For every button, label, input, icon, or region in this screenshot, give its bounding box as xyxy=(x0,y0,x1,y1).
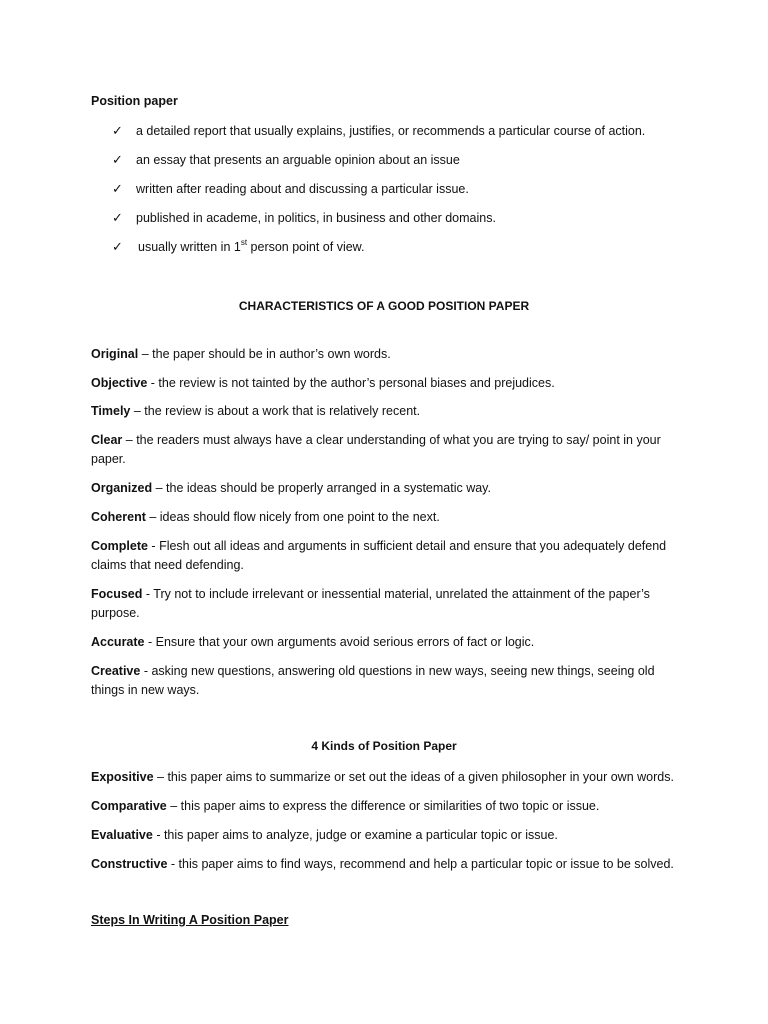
characteristic-description: asking new questions, answering old questions in new ways, seeing new things, seeing old things in new ways. xyxy=(91,664,655,697)
bullet-item xyxy=(112,181,645,210)
checkmark-icon: ✓ xyxy=(112,239,123,254)
steps-heading: Steps In Writing A Position Paper xyxy=(91,913,289,927)
bullet-text: published in academe, in politics, in business and other domains. xyxy=(136,211,496,225)
separator: – xyxy=(166,799,181,813)
bullet-text: a detailed report that usually explains, justifies, or recommends a particular course of action. xyxy=(136,124,646,138)
kinds-title: 4 Kinds of Position Paper xyxy=(311,739,457,753)
characteristic-item xyxy=(91,374,691,393)
separator: - xyxy=(144,635,156,649)
separator: - xyxy=(147,539,160,553)
separator: - xyxy=(152,828,164,842)
characteristics-title: CHARACTERISTICS OF A GOOD POSITION PAPER xyxy=(238,299,530,313)
characteristic-term: Objective xyxy=(91,376,148,390)
characteristic-term: Timely xyxy=(91,404,131,418)
separator: – xyxy=(138,347,153,361)
characteristic-item xyxy=(91,431,691,469)
characteristic-item xyxy=(91,633,691,652)
characteristic-term: Clear xyxy=(91,433,123,447)
bullet-text xyxy=(138,240,365,254)
bullet-item xyxy=(112,152,645,181)
bullet-item xyxy=(112,210,645,239)
bullet-text-after: person point of view. xyxy=(247,240,365,254)
characteristic-term: Organized xyxy=(91,481,153,495)
characteristic-item xyxy=(91,508,691,527)
characteristic-description: Try not to include irrelevant or inessential material, unrelated the attainment of the paper’s purpose. xyxy=(91,587,650,620)
characteristic-description: the review is about a work that is relatively recent. xyxy=(144,404,421,418)
separator: – xyxy=(152,481,167,495)
characteristic-item xyxy=(91,345,691,364)
definition-bullet-list xyxy=(112,123,645,268)
characteristic-description: ideas should flow nicely from one point to the next. xyxy=(159,510,440,524)
characteristic-description: the paper should be in author’s own words. xyxy=(152,347,391,361)
kind-description: this paper aims to find ways, recommend and help a particular topic or issue to be solved. xyxy=(178,857,674,871)
characteristic-item xyxy=(91,479,691,498)
bullet-item xyxy=(112,123,645,152)
characteristic-description: Ensure that your own arguments avoid serious errors of fact or logic. xyxy=(155,635,535,649)
checkmark-icon: ✓ xyxy=(112,210,123,225)
separator: - xyxy=(140,664,152,678)
characteristic-term: Coherent xyxy=(91,510,146,524)
kind-item xyxy=(91,826,691,845)
characteristic-item xyxy=(91,402,691,421)
separator: – xyxy=(145,510,160,524)
separator: - xyxy=(167,857,179,871)
characteristic-description: the readers must always have a clear understanding of what you are trying to say/ point in your paper. xyxy=(91,433,661,466)
checkmark-icon: ✓ xyxy=(112,123,123,138)
superscript-ordinal: st xyxy=(240,238,248,247)
kind-item xyxy=(91,855,691,874)
bullet-text: written after reading about and discussing a particular issue. xyxy=(136,182,469,196)
characteristic-item xyxy=(91,662,691,700)
kind-term: Expositive xyxy=(91,770,154,784)
characteristic-term: Original xyxy=(91,347,139,361)
separator: – xyxy=(122,433,137,447)
kind-item xyxy=(91,797,691,816)
separator: - xyxy=(142,587,154,601)
kind-term: Constructive xyxy=(91,857,168,871)
kind-description: this paper aims to summarize or set out the ideas of a given philosopher in your own words. xyxy=(167,770,674,784)
kind-term: Evaluative xyxy=(91,828,153,842)
separator: - xyxy=(147,376,159,390)
bullet-text: an essay that presents an arguable opinion about an issue xyxy=(136,153,460,167)
characteristic-term: Accurate xyxy=(91,635,145,649)
characteristic-item xyxy=(91,537,691,575)
section-heading-position-paper: Position paper xyxy=(91,94,178,108)
kind-term: Comparative xyxy=(91,799,167,813)
characteristic-description: Flesh out all ideas and arguments in sufficient detail and ensure that you adequately defend claims that need defending. xyxy=(91,539,667,572)
checkmark-icon: ✓ xyxy=(112,181,123,196)
kind-description: this paper aims to analyze, judge or examine a particular topic or issue. xyxy=(163,828,558,842)
characteristic-term: Focused xyxy=(91,587,143,601)
characteristic-term: Complete xyxy=(91,539,148,553)
bullet-text-before: usually written in 1 xyxy=(138,240,241,254)
characteristic-item xyxy=(91,585,691,623)
checkmark-icon: ✓ xyxy=(112,152,123,167)
kind-item xyxy=(91,768,691,787)
characteristic-description: the ideas should be properly arranged in a systematic way. xyxy=(166,481,491,495)
separator: – xyxy=(153,770,168,784)
characteristic-term: Creative xyxy=(91,664,141,678)
bullet-item xyxy=(112,239,645,268)
kind-description: this paper aims to express the difference or similarities of two topic or issue. xyxy=(180,799,600,813)
characteristic-description: the review is not tainted by the author’s personal biases and prejudices. xyxy=(158,376,555,390)
separator: – xyxy=(130,404,145,418)
